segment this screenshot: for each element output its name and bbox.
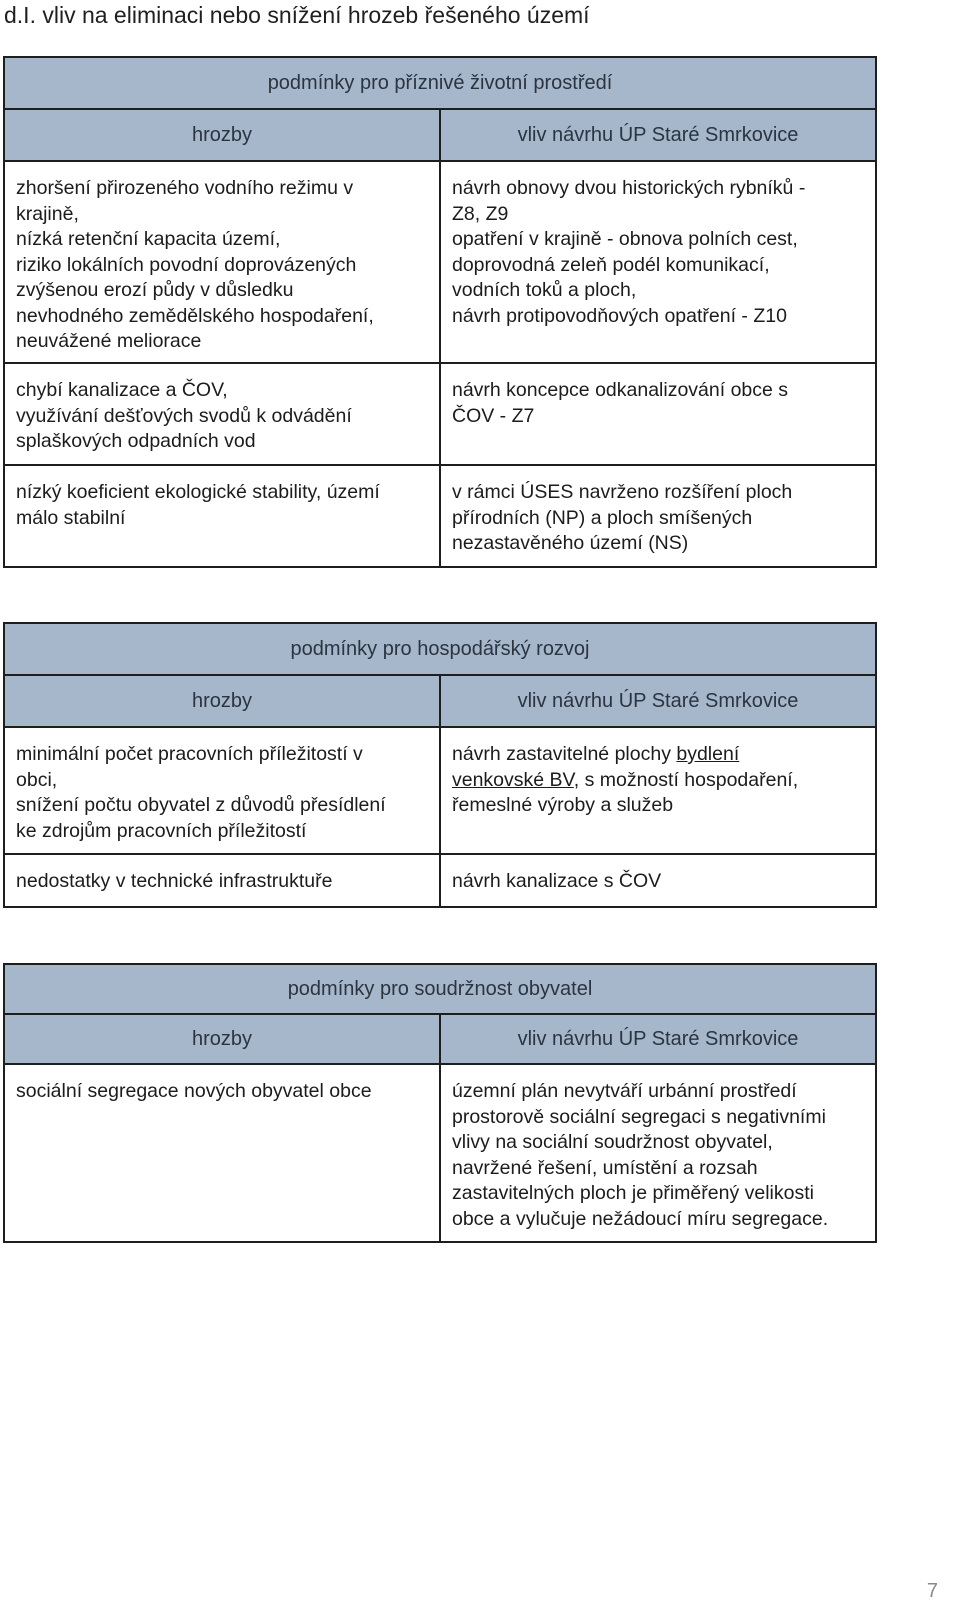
underlined-term: venkovské BV bbox=[451, 768, 574, 791]
page-number: 7 bbox=[926, 1580, 938, 1602]
text-line: snížení počtu obyvatel z důvodů přesídlení bbox=[16, 794, 386, 816]
text-line: nedostatky v technické infrastruktuře bbox=[16, 870, 333, 892]
table-title: podmínky pro soudržnost obyvatel bbox=[4, 964, 876, 1014]
threat-cell bbox=[4, 363, 440, 465]
text-line: návrh obnovy dvou historických rybníků - bbox=[451, 177, 806, 199]
impact-cell bbox=[440, 161, 876, 363]
text-line: návrh kanalizace s ČOV bbox=[451, 870, 662, 892]
text-line: navržené řešení, umístění a rozsah bbox=[451, 1156, 758, 1179]
text-line: návrh protipovodňových opatření - Z10 bbox=[451, 304, 787, 327]
impact-cell bbox=[440, 465, 876, 567]
column-header-impact: vliv návrhu ÚP Staré Smrkovice bbox=[440, 109, 876, 161]
text-line: minimální počet pracovních příležitostí v bbox=[16, 743, 363, 765]
text-line: opatření v krajině - obnova polních cest, bbox=[451, 228, 798, 250]
text-line: riziko lokálních povodní doprovázených bbox=[16, 253, 357, 276]
text-segment: , s možností hospodaření, bbox=[573, 768, 799, 791]
text-line: doprovodná zeleň podél komunikací, bbox=[451, 253, 770, 276]
threat-cell bbox=[4, 465, 440, 567]
text-line: ke zdrojům pracovních příležitostí bbox=[16, 819, 307, 842]
text-segment: návrh zastavitelné plochy bbox=[451, 743, 677, 765]
text-line: zhoršení přirozeného vodního režimu v bbox=[16, 177, 354, 199]
text-line: obce a vylučuje nežádoucí míru segregace. bbox=[451, 1207, 829, 1230]
text-line: Z8, Z9 bbox=[451, 202, 509, 225]
text-line: nízký koeficient ekologické stability, území bbox=[16, 481, 380, 503]
column-header-threats: hrozby bbox=[4, 675, 440, 727]
column-header-threats: hrozby bbox=[4, 1014, 440, 1064]
table-title: podmínky pro hospodářský rozvoj bbox=[4, 623, 876, 675]
text-line bbox=[452, 742, 865, 768]
threat-cell bbox=[4, 1064, 440, 1242]
text-line: územní plán nevytváří urbánní prostředí bbox=[451, 1080, 797, 1102]
text-line: sociální segregace nových obyvatel obce bbox=[16, 1080, 372, 1102]
text-line: obci, bbox=[16, 768, 58, 791]
impact-cell bbox=[440, 1064, 876, 1242]
table-title: podmínky pro příznivé životní prostředí bbox=[4, 57, 876, 109]
text-line bbox=[452, 768, 865, 794]
impact-cell bbox=[440, 363, 876, 465]
table-row bbox=[4, 161, 876, 363]
page-heading: d.I. vliv na eliminaci nebo snížení hrozeb řešeného území bbox=[4, 2, 590, 28]
threat-cell bbox=[4, 161, 440, 363]
text-line: chybí kanalizace a ČOV, bbox=[16, 379, 228, 401]
threat-cell bbox=[4, 727, 440, 854]
text-line: řemeslné výroby a služeb bbox=[451, 794, 674, 816]
table-row bbox=[4, 465, 876, 567]
text-line: vlivy na sociální soudržnost obyvatel, bbox=[451, 1131, 773, 1153]
text-line: ČOV - Z7 bbox=[451, 404, 535, 427]
text-line: návrh koncepce odkanalizování obce s bbox=[451, 379, 789, 401]
table-row bbox=[4, 1064, 876, 1242]
impact-cell bbox=[440, 727, 876, 854]
column-header-threats: hrozby bbox=[4, 109, 440, 161]
text-line: prostorově sociální segregaci s negativními bbox=[451, 1105, 826, 1128]
text-line: přírodních (NP) a ploch smíšených bbox=[451, 506, 753, 529]
column-header-impact: vliv návrhu ÚP Staré Smrkovice bbox=[440, 1014, 876, 1064]
economy-table bbox=[3, 622, 877, 908]
threat-cell bbox=[4, 854, 440, 907]
environment-table bbox=[3, 56, 877, 568]
text-line: nevhodného zemědělského hospodaření, bbox=[16, 304, 374, 327]
text-line: splaškových odpadních vod bbox=[16, 430, 256, 452]
table-row bbox=[4, 363, 876, 465]
text-line: zastavitelných ploch je přiměřený velikosti bbox=[451, 1182, 814, 1204]
text-line: zvýšenou erozí půdy v důsledku bbox=[16, 279, 294, 301]
table-row bbox=[4, 854, 876, 907]
text-line: v rámci ÚSES navrženo rozšíření ploch bbox=[451, 481, 793, 503]
text-line: krajině, bbox=[16, 202, 79, 225]
text-line: málo stabilní bbox=[16, 506, 126, 529]
underlined-term: bydlení bbox=[676, 743, 740, 765]
text-line: neuvážené meliorace bbox=[16, 330, 202, 352]
impact-cell bbox=[440, 854, 876, 907]
text-line: využívání dešťových svodů k odvádění bbox=[16, 404, 352, 427]
text-line: vodních toků a ploch, bbox=[451, 279, 637, 301]
table-row bbox=[4, 727, 876, 854]
cohesion-table bbox=[3, 963, 877, 1243]
text-line: nízká retenční kapacita území, bbox=[16, 228, 281, 250]
text-line: nezastavěného území (NS) bbox=[451, 532, 689, 554]
column-header-impact: vliv návrhu ÚP Staré Smrkovice bbox=[440, 675, 876, 727]
